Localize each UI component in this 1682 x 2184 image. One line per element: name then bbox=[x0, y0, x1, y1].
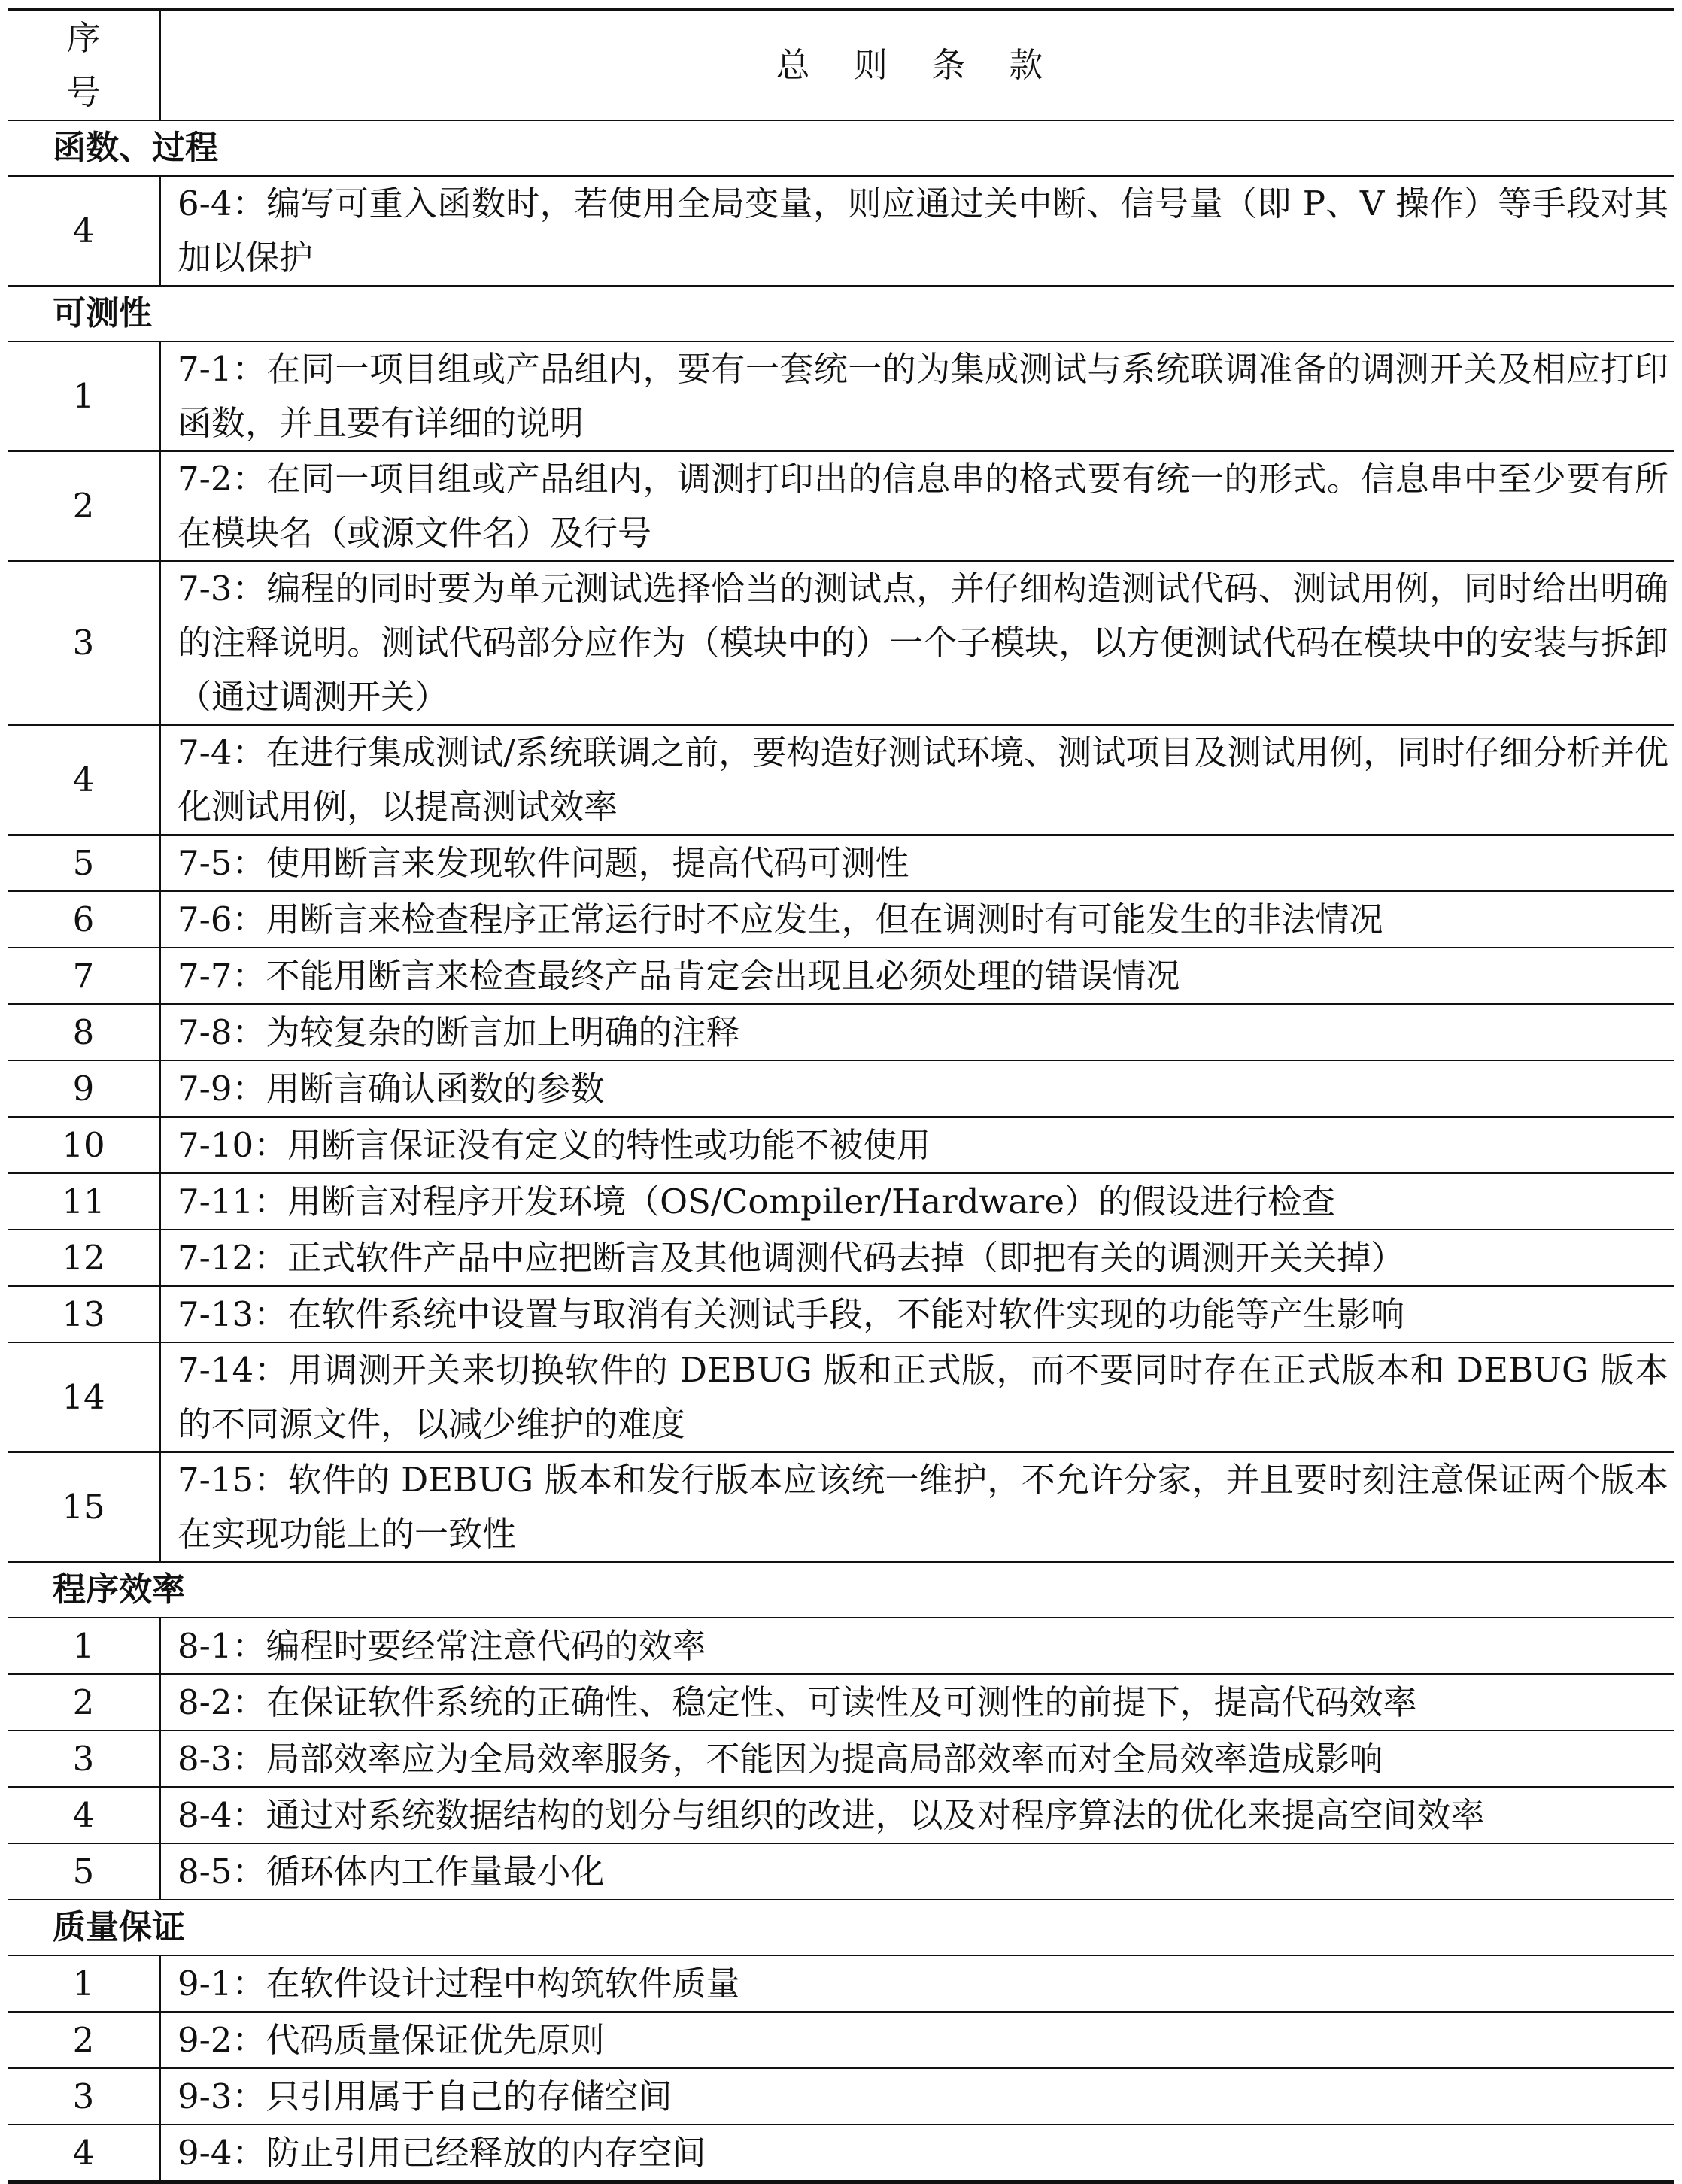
section-heading: 质量保证 bbox=[8, 1900, 1674, 1955]
table-row bbox=[8, 2068, 1674, 2125]
row-number: 12 bbox=[8, 1230, 160, 1286]
row-number: 8 bbox=[8, 1004, 160, 1060]
table-row bbox=[8, 2125, 1674, 2182]
clause-text: 7-1：在同一项目组或产品组内，要有一套统一的为集成测试与系统联调准备的调测开关及相应打印函数，并且要有详细的说明 bbox=[160, 341, 1674, 451]
row-number: 3 bbox=[8, 1731, 160, 1787]
clause-text: 7-6：用断言来检查程序正常运行时不应发生，但在调测时有可能发生的非法情况 bbox=[160, 891, 1674, 948]
row-number: 5 bbox=[8, 1843, 160, 1900]
row-number: 7 bbox=[8, 948, 160, 1004]
clause-text: 8-2：在保证软件系统的正确性、稳定性、可读性及可测性的前提下，提高代码效率 bbox=[160, 1674, 1674, 1731]
table-row bbox=[8, 1004, 1674, 1060]
row-number: 4 bbox=[8, 1787, 160, 1843]
clause-text: 7-4：在进行集成测试/系统联调之前，要构造好测试环境、测试项目及测试用例，同时仔细分析并优化测试用例，以提高测试效率 bbox=[160, 725, 1674, 835]
table-row bbox=[8, 1674, 1674, 1731]
table-row bbox=[8, 2012, 1674, 2068]
table-row bbox=[8, 561, 1674, 725]
table-row bbox=[8, 1230, 1674, 1286]
header-row bbox=[8, 10, 1674, 121]
clause-text: 9-3：只引用属于自己的存储空间 bbox=[160, 2068, 1674, 2125]
row-number: 3 bbox=[8, 2068, 160, 2125]
clause-text: 7-3：编程的同时要为单元测试选择恰当的测试点，并仔细构造测试代码、测试用例，同时给出明确的注释说明。测试代码部分应作为（模块中的）一个子模块，以方便测试代码在模块中的安装与拆卸（通过调测开关） bbox=[160, 561, 1674, 725]
row-number: 3 bbox=[8, 561, 160, 725]
row-number: 4 bbox=[8, 176, 160, 286]
clause-text: 7-10：用断言保证没有定义的特性或功能不被使用 bbox=[160, 1117, 1674, 1173]
table-row bbox=[8, 1955, 1674, 2012]
clause-text: 9-2：代码质量保证优先原则 bbox=[160, 2012, 1674, 2068]
table-row bbox=[8, 891, 1674, 948]
clause-text: 7-2：在同一项目组或产品组内，调测打印出的信息串的格式要有统一的形式。信息串中至少要有所在模块名（或源文件名）及行号 bbox=[160, 451, 1674, 561]
section-heading-row bbox=[8, 1900, 1674, 1955]
clause-text: 8-4：通过对系统数据结构的划分与组织的改进，以及对程序算法的优化来提高空间效率 bbox=[160, 1787, 1674, 1843]
clause-text: 7-7：不能用断言来检查最终产品肯定会出现且必须处理的错误情况 bbox=[160, 948, 1674, 1004]
table-row bbox=[8, 1843, 1674, 1900]
clause-text: 7-14：用调测开关来切换软件的 DEBUG 版和正式版，而不要同时存在正式版本和 DEBUG 版本的不同源文件，以减少维护的难度 bbox=[160, 1342, 1674, 1452]
table-row bbox=[8, 1787, 1674, 1843]
table-body bbox=[8, 120, 1674, 2182]
clause-text: 7-11：用断言对程序开发环境（OS/Compiler/Hardware）的假设进行检查 bbox=[160, 1173, 1674, 1230]
clause-text: 8-5：循环体内工作量最小化 bbox=[160, 1843, 1674, 1900]
clause-text: 8-3：局部效率应为全局效率服务，不能因为提高局部效率而对全局效率造成影响 bbox=[160, 1731, 1674, 1787]
table-row bbox=[8, 1342, 1674, 1452]
clause-text: 7-13：在软件系统中设置与取消有关测试手段，不能对软件实现的功能等产生影响 bbox=[160, 1286, 1674, 1342]
row-number: 2 bbox=[8, 451, 160, 561]
clause-text: 6-4：编写可重入函数时，若使用全局变量，则应通过关中断、信号量（即 P、V 操作）等手段对其加以保护 bbox=[160, 176, 1674, 286]
table-header bbox=[8, 10, 1674, 121]
number-column-header: 序 号 bbox=[8, 10, 160, 121]
clause-text: 7-15：软件的 DEBUG 版本和发行版本应该统一维护，不允许分家，并且要时刻注意保证两个版本在实现功能上的一致性 bbox=[160, 1452, 1674, 1562]
clause-text: 9-4：防止引用已经释放的内存空间 bbox=[160, 2125, 1674, 2182]
table-row bbox=[8, 1618, 1674, 1674]
row-number: 10 bbox=[8, 1117, 160, 1173]
table-row bbox=[8, 1286, 1674, 1342]
table-row bbox=[8, 948, 1674, 1004]
row-number: 13 bbox=[8, 1286, 160, 1342]
row-number: 1 bbox=[8, 1618, 160, 1674]
clause-text: 9-1：在软件设计过程中构筑软件质量 bbox=[160, 1955, 1674, 2012]
row-number: 4 bbox=[8, 2125, 160, 2182]
row-number: 2 bbox=[8, 2012, 160, 2068]
row-number: 9 bbox=[8, 1060, 160, 1117]
clause-text: 8-1：编程时要经常注意代码的效率 bbox=[160, 1618, 1674, 1674]
row-number: 1 bbox=[8, 341, 160, 451]
section-heading-row bbox=[8, 120, 1674, 176]
clause-text: 7-8：为较复杂的断言加上明确的注释 bbox=[160, 1004, 1674, 1060]
row-number: 6 bbox=[8, 891, 160, 948]
table-row bbox=[8, 176, 1674, 286]
coding-rules-table bbox=[8, 8, 1674, 2184]
clause-text: 7-12：正式软件产品中应把断言及其他调测代码去掉（即把有关的调测开关关掉） bbox=[160, 1230, 1674, 1286]
section-heading: 程序效率 bbox=[8, 1562, 1674, 1618]
table-row bbox=[8, 1117, 1674, 1173]
table-row bbox=[8, 835, 1674, 891]
table-row bbox=[8, 341, 1674, 451]
row-number: 1 bbox=[8, 1955, 160, 2012]
section-heading: 可测性 bbox=[8, 286, 1674, 341]
section-heading-row bbox=[8, 286, 1674, 341]
clause-text: 7-9：用断言确认函数的参数 bbox=[160, 1060, 1674, 1117]
table-row bbox=[8, 1060, 1674, 1117]
section-heading: 函数、过程 bbox=[8, 120, 1674, 176]
row-number: 15 bbox=[8, 1452, 160, 1562]
section-heading-row bbox=[8, 1562, 1674, 1618]
table-row bbox=[8, 1452, 1674, 1562]
clause-text: 7-5：使用断言来发现软件问题，提高代码可测性 bbox=[160, 835, 1674, 891]
table-row bbox=[8, 1731, 1674, 1787]
row-number: 5 bbox=[8, 835, 160, 891]
clause-column-header: 总 则 条 款 bbox=[160, 10, 1674, 121]
table-row bbox=[8, 725, 1674, 835]
row-number: 14 bbox=[8, 1342, 160, 1452]
table-row bbox=[8, 1173, 1674, 1230]
row-number: 2 bbox=[8, 1674, 160, 1731]
table-row bbox=[8, 451, 1674, 561]
row-number: 4 bbox=[8, 725, 160, 835]
row-number: 11 bbox=[8, 1173, 160, 1230]
